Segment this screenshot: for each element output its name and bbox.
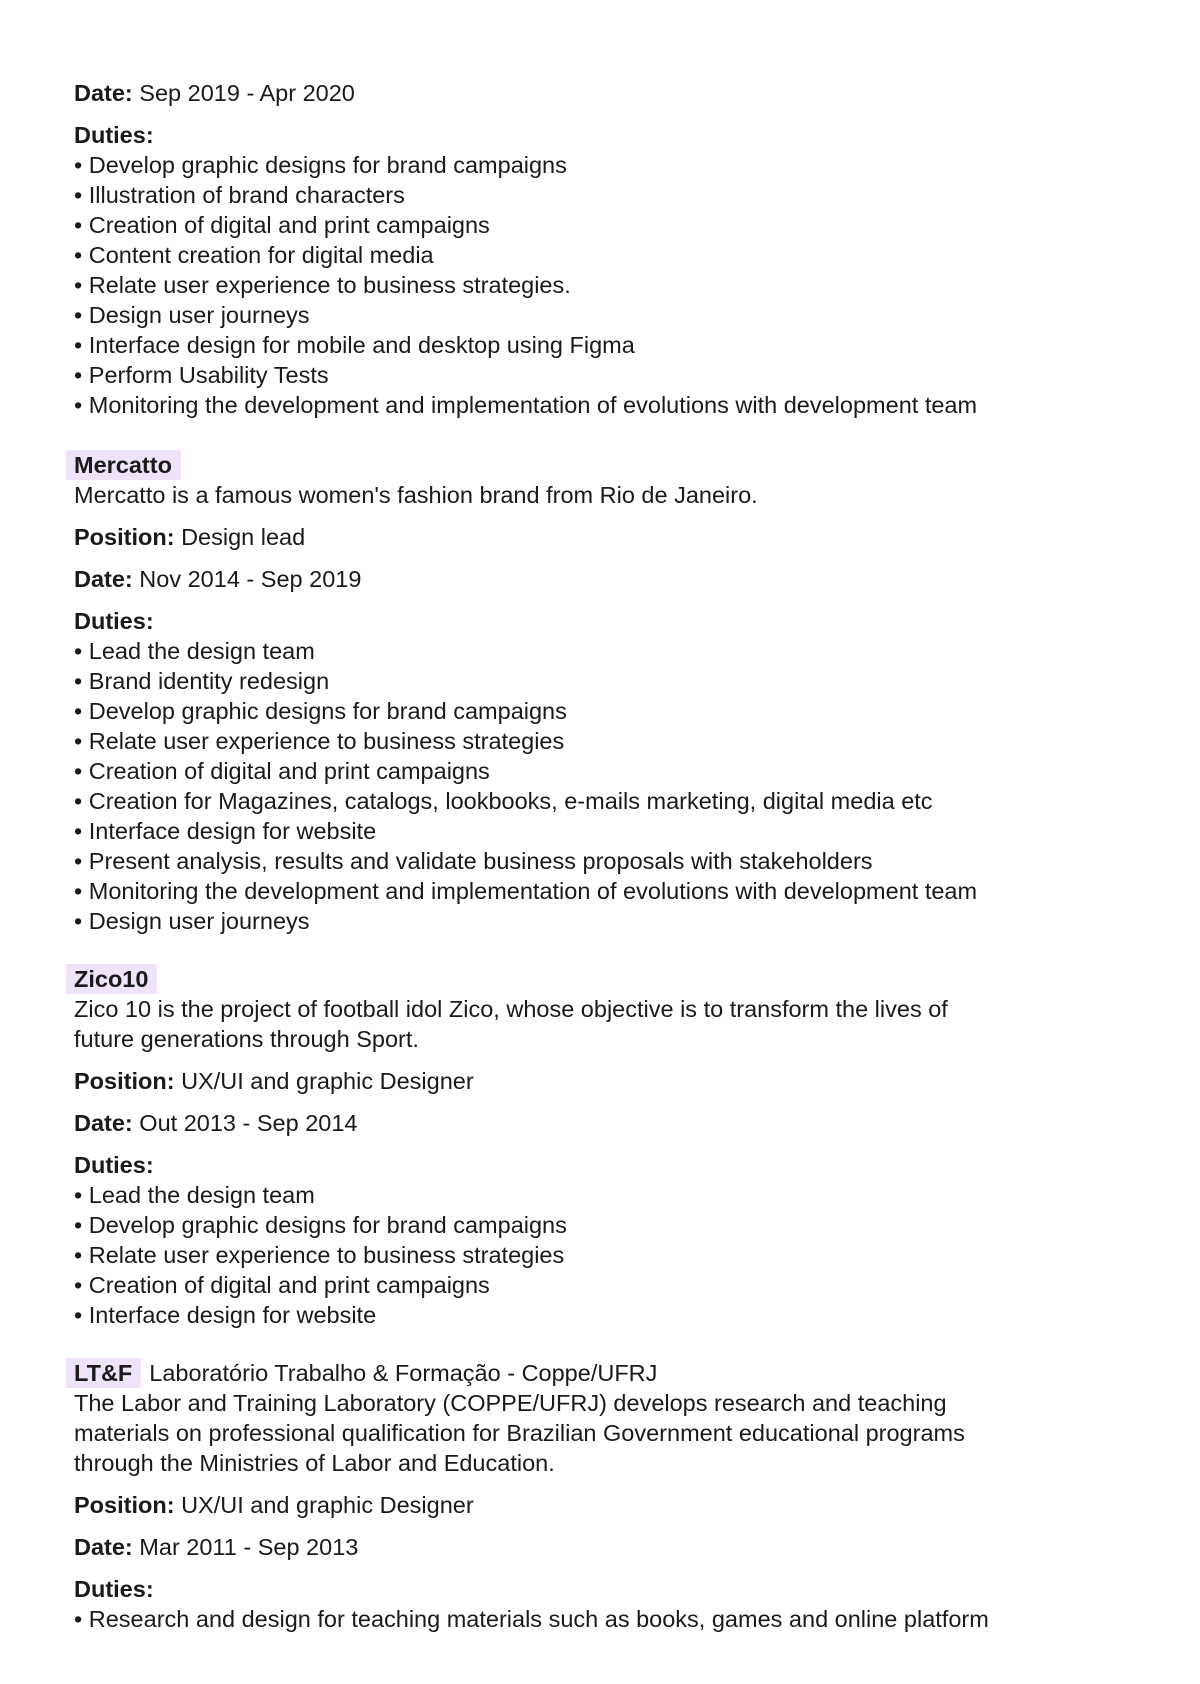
job-mercatto [74, 450, 1154, 510]
duty-text: Interface design for mobile and desktop using Figma [88, 332, 635, 358]
duty-text: Develop graphic designs for brand campaigns [88, 152, 567, 178]
company-name: LT&F [66, 1358, 141, 1388]
date-label: Date: [74, 1534, 133, 1560]
mercatto-date [74, 564, 1154, 594]
job-zico10 [74, 964, 1154, 1054]
bullet: • [74, 728, 83, 754]
duties-list [74, 1604, 1154, 1634]
duties-label: Duties: [74, 122, 154, 148]
duty-item [74, 300, 1154, 330]
duty-item [74, 906, 1154, 936]
duty-text: Research and design for teaching materials such as books, games and online platform [88, 1606, 989, 1632]
date-value: Sep 2019 - Apr 2020 [139, 80, 355, 106]
bullet: • [74, 152, 83, 178]
bullet: • [74, 1272, 83, 1298]
position-value: UX/UI and graphic Designer [181, 1068, 474, 1094]
date-label: Date: [74, 1110, 133, 1136]
company-description-line-1: The Labor and Training Laboratory (COPPE/UFRJ) develops research and teaching [74, 1390, 947, 1416]
duty-text: Illustration of brand characters [88, 182, 405, 208]
position-label: Position: [74, 1068, 175, 1094]
bullet: • [74, 848, 83, 874]
duty-item [74, 846, 1154, 876]
company-name: Zico10 [66, 964, 157, 994]
zico10-duties [74, 1150, 1154, 1330]
company-description-line-3: through the Ministries of Labor and Education. [74, 1450, 555, 1476]
duty-text: Creation of digital and print campaigns [88, 1272, 490, 1298]
company-description-line-2: future generations through Sport. [74, 1026, 419, 1052]
zico10-date [74, 1108, 1154, 1138]
ltf-position [74, 1490, 1154, 1520]
bullet: • [74, 1212, 83, 1238]
duty-item [74, 786, 1154, 816]
bullet: • [74, 758, 83, 784]
duty-text: Lead the design team [88, 638, 315, 664]
duties-label: Duties: [74, 1576, 154, 1602]
bullet: • [74, 1182, 83, 1208]
mercatto-duties [74, 606, 1154, 936]
bullet: • [74, 392, 83, 418]
duty-text: Relate user experience to business strategies [88, 1242, 565, 1268]
date-value: Nov 2014 - Sep 2019 [139, 566, 362, 592]
company-subtitle: Laboratório Trabalho & Formação - Coppe/UFRJ [149, 1360, 658, 1386]
duty-text: Creation of digital and print campaigns [88, 212, 490, 238]
duties-list [74, 150, 1154, 420]
company-description: Mercatto is a famous women's fashion brand from Rio de Janeiro. [74, 482, 758, 508]
duty-item [74, 876, 1154, 906]
duty-text: Monitoring the development and implementation of evolutions with development team [88, 392, 978, 418]
bullet: • [74, 908, 83, 934]
bullet: • [74, 1606, 83, 1632]
duty-item [74, 756, 1154, 786]
duty-text: Creation for Magazines, catalogs, lookbooks, e-mails marketing, digital media etc [88, 788, 933, 814]
position-label: Position: [74, 524, 175, 550]
position-value: Design lead [181, 524, 306, 550]
ltf-duties [74, 1574, 1154, 1634]
bullet: • [74, 638, 83, 664]
duty-text: Design user journeys [88, 908, 310, 934]
bullet: • [74, 818, 83, 844]
company-description-line-1: Zico 10 is the project of football idol Zico, whose objective is to transform the lives of [74, 996, 948, 1022]
bullet: • [74, 302, 83, 328]
bullet: • [74, 1242, 83, 1268]
bullet: • [74, 332, 83, 358]
bullet: • [74, 242, 83, 268]
date-label: Date: [74, 566, 133, 592]
duty-text: Present analysis, results and validate business proposals with stakeholders [88, 848, 873, 874]
job-ltf [74, 1358, 1154, 1478]
duties-label: Duties: [74, 608, 154, 634]
bullet: • [74, 878, 83, 904]
date-value: Out 2013 - Sep 2014 [139, 1110, 358, 1136]
zico10-position [74, 1066, 1154, 1096]
bullet: • [74, 788, 83, 814]
duty-text: Interface design for website [88, 1302, 377, 1328]
duty-text: Brand identity redesign [88, 668, 330, 694]
bullet: • [74, 1302, 83, 1328]
job-top-date [74, 78, 1154, 108]
duty-text: Monitoring the development and implementation of evolutions with development team [88, 878, 978, 904]
date-value: Mar 2011 - Sep 2013 [139, 1534, 359, 1560]
duty-item [74, 1240, 1154, 1270]
duty-item [74, 360, 1154, 390]
duty-text: Design user journeys [88, 302, 310, 328]
duty-item [74, 636, 1154, 666]
duty-text: Perform Usability Tests [88, 362, 329, 388]
bullet: • [74, 668, 83, 694]
duty-item [74, 240, 1154, 270]
company-name: Mercatto [66, 450, 181, 480]
duty-text: Interface design for website [88, 818, 377, 844]
bullet: • [74, 698, 83, 724]
duty-item [74, 210, 1154, 240]
duty-item [74, 1210, 1154, 1240]
duty-item [74, 696, 1154, 726]
bullet: • [74, 182, 83, 208]
duty-item [74, 726, 1154, 756]
duty-text: Develop graphic designs for brand campaigns [88, 698, 567, 724]
duty-text: Relate user experience to business strategies [88, 728, 565, 754]
duty-item [74, 1604, 1154, 1634]
duty-item [74, 270, 1154, 300]
duty-item [74, 816, 1154, 846]
duty-text: Creation of digital and print campaigns [88, 758, 490, 784]
date-label: Date: [74, 80, 133, 106]
bullet: • [74, 362, 83, 388]
duty-item [74, 150, 1154, 180]
duty-item [74, 1300, 1154, 1330]
duty-text: Develop graphic designs for brand campaigns [88, 1212, 567, 1238]
position-label: Position: [74, 1492, 175, 1518]
job-top-duties [74, 120, 1154, 420]
bullet: • [74, 212, 83, 238]
duty-item [74, 1270, 1154, 1300]
mercatto-position [74, 522, 1154, 552]
duties-list [74, 1180, 1154, 1330]
duty-item [74, 330, 1154, 360]
duty-item [74, 390, 1154, 420]
duty-text: Content creation for digital media [88, 242, 434, 268]
duty-text: Lead the design team [88, 1182, 315, 1208]
duties-label: Duties: [74, 1152, 154, 1178]
position-value: UX/UI and graphic Designer [181, 1492, 474, 1518]
bullet: • [74, 272, 83, 298]
duty-item [74, 1180, 1154, 1210]
company-description-line-2: materials on professional qualification for Brazilian Government educational programs [74, 1420, 965, 1446]
duty-item [74, 180, 1154, 210]
duty-text: Relate user experience to business strategies. [88, 272, 571, 298]
duty-item [74, 666, 1154, 696]
ltf-date [74, 1532, 1154, 1562]
duties-list [74, 636, 1154, 936]
